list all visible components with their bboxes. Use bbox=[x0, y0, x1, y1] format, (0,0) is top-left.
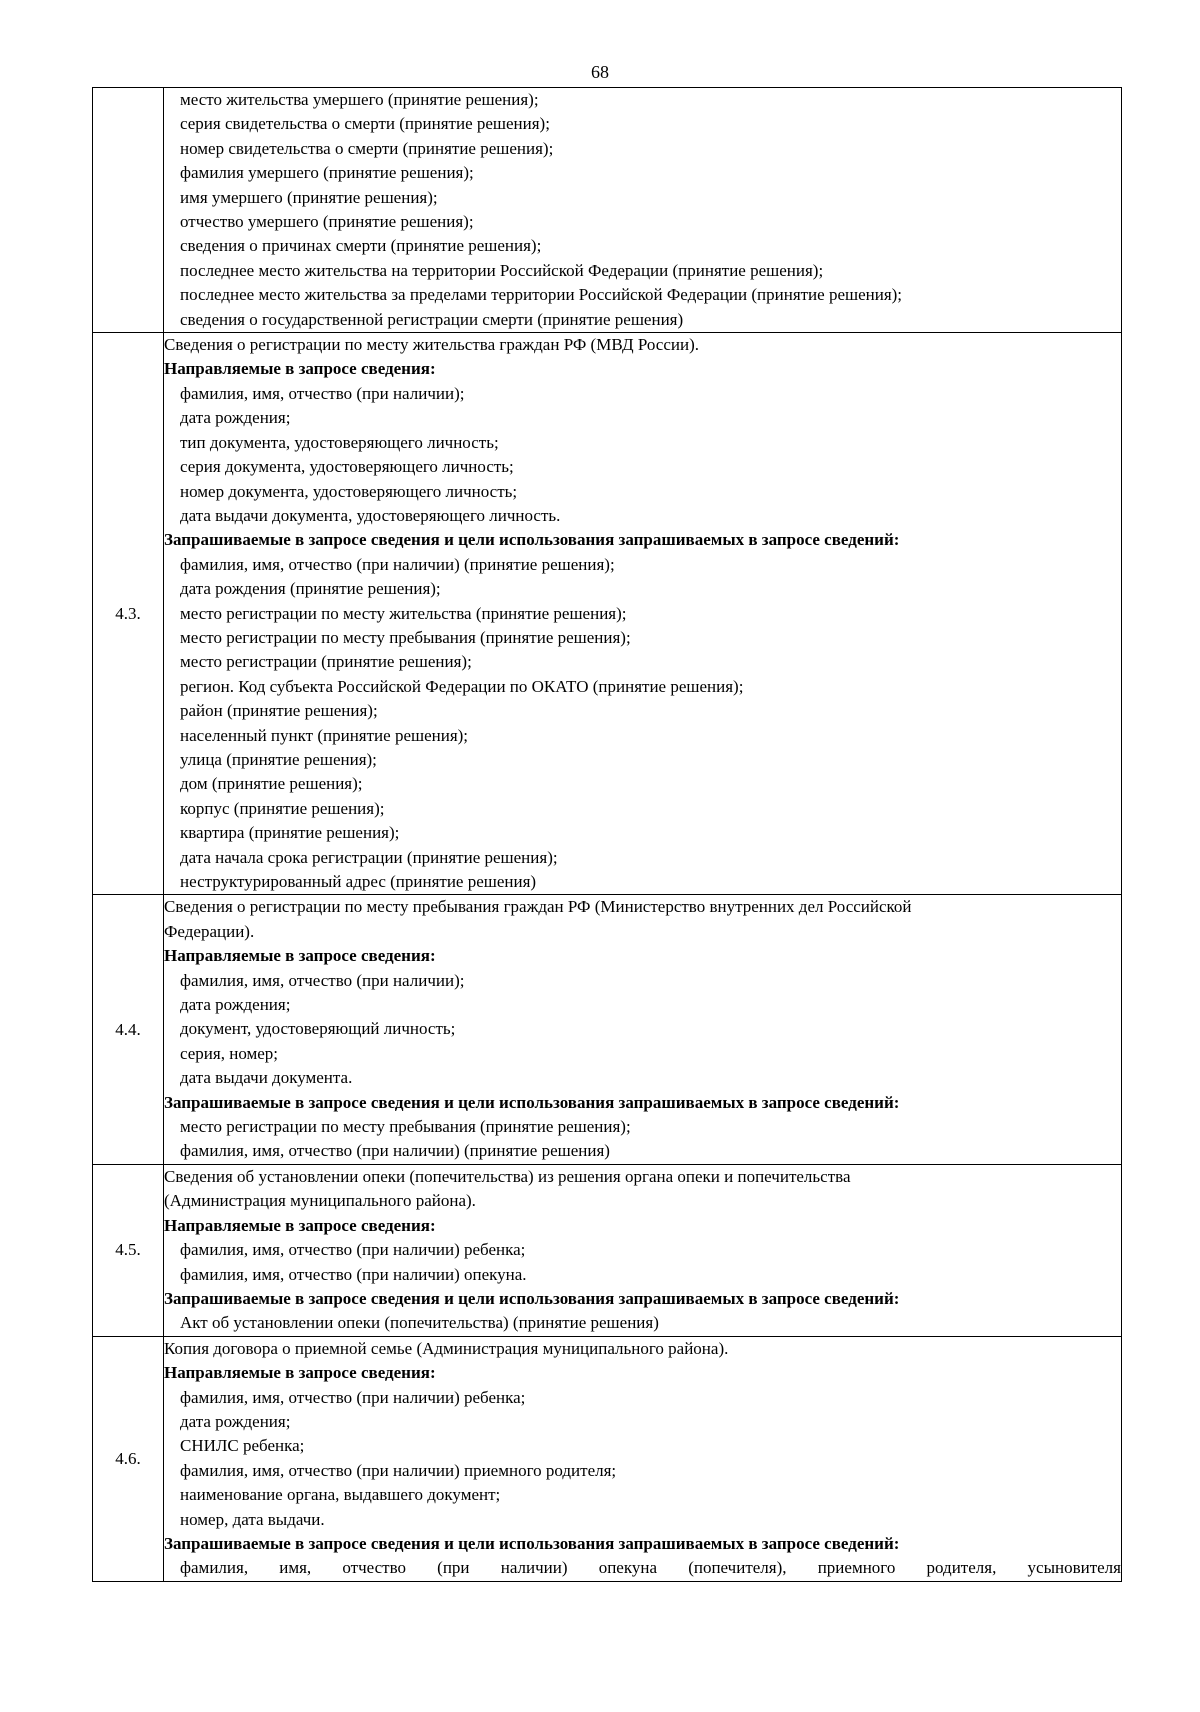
field-line: серия свидетельства о смерти (принятие решения); bbox=[180, 114, 550, 134]
item-content bbox=[164, 333, 1122, 895]
field-line: фамилия, имя, отчество (при наличии) ребенка; bbox=[180, 1387, 526, 1407]
section-heading: Направляемые в запросе сведения: bbox=[164, 1363, 436, 1383]
field-line: дата рождения; bbox=[180, 408, 291, 428]
field-line: населенный пункт (принятие решения); bbox=[180, 725, 469, 745]
field-line: номер свидетельства о смерти (принятие решения); bbox=[180, 138, 554, 158]
field-line: фамилия, имя, отчество (при наличии) приемного родителя; bbox=[180, 1460, 617, 1480]
field-line: место регистрации по месту пребывания (принятие решения); bbox=[180, 627, 631, 647]
field-line: дата начала срока регистрации (принятие решения); bbox=[180, 847, 558, 867]
field-line: дата рождения; bbox=[180, 1411, 291, 1431]
field-line: серия, номер; bbox=[180, 1043, 279, 1063]
table-row bbox=[93, 895, 1122, 1164]
field-line: неструктурированный адрес (принятие решения) bbox=[180, 872, 537, 891]
field-line: фамилия, имя, отчество (при наличии) (принятие решения); bbox=[180, 554, 615, 574]
item-description: (Администрация муниципального района). bbox=[164, 1191, 476, 1211]
field-line: дата выдачи документа, удостоверяющего личность. bbox=[180, 505, 561, 525]
section-heading: Запрашиваемые в запросе сведения и цели использования запрашиваемых в запросе сведений: bbox=[164, 530, 900, 550]
field-line: район (принятие решения); bbox=[180, 701, 378, 721]
field-line: фамилия, имя, отчество (при наличии) опекуна. bbox=[180, 1264, 527, 1284]
field-line: квартира (принятие решения); bbox=[180, 823, 400, 843]
field-line: дом (принятие решения); bbox=[180, 774, 363, 794]
field-line: имя умершего (принятие решения); bbox=[180, 187, 438, 207]
table-row bbox=[93, 1336, 1122, 1581]
field-line: тип документа, удостоверяющего личность; bbox=[180, 432, 499, 452]
section-heading: Запрашиваемые в запросе сведения и цели использования запрашиваемых в запросе сведений: bbox=[164, 1092, 900, 1112]
item-description: Сведения о регистрации по месту жительства граждан РФ (МВД России). bbox=[164, 335, 700, 355]
field-line: место регистрации по месту жительства (принятие решения); bbox=[180, 603, 627, 623]
field-line: сведения о государственной регистрации смерти (принятие решения) bbox=[180, 309, 684, 329]
field-line: фамилия умершего (принятие решения); bbox=[180, 163, 474, 183]
section-heading: Запрашиваемые в запросе сведения и цели использования запрашиваемых в запросе сведений: bbox=[164, 1288, 900, 1308]
section-heading: Направляемые в запросе сведения: bbox=[164, 946, 436, 966]
field-line: серия документа, удостоверяющего личность; bbox=[180, 457, 514, 477]
section-heading: Направляемые в запросе сведения: bbox=[164, 359, 436, 379]
field-line: наименование органа, выдавшего документ; bbox=[180, 1485, 501, 1505]
field-line: корпус (принятие решения); bbox=[180, 798, 385, 818]
table-row bbox=[93, 333, 1122, 895]
field-line: номер документа, удостоверяющего личность; bbox=[180, 481, 518, 501]
item-description: Сведения о регистрации по месту пребывания граждан РФ (Министерство внутренних дел Российской bbox=[164, 897, 912, 917]
field-line: дата выдачи документа. bbox=[180, 1068, 353, 1088]
item-content bbox=[164, 1336, 1122, 1581]
item-number bbox=[93, 88, 164, 333]
item-number: 4.3. bbox=[93, 333, 164, 895]
section-heading: Запрашиваемые в запросе сведения и цели использования запрашиваемых в запросе сведений: bbox=[164, 1533, 900, 1553]
item-description: Сведения об установлении опеки (попечительства) из решения органа опеки и попечительства bbox=[164, 1166, 851, 1186]
field-line: фамилия, имя, отчество (при наличии) (принятие решения) bbox=[180, 1141, 610, 1161]
item-description: Федерации). bbox=[164, 921, 255, 941]
item-number: 4.4. bbox=[93, 895, 164, 1164]
field-line: фамилия, имя, отчество (при наличии); bbox=[180, 970, 465, 990]
item-content bbox=[164, 895, 1122, 1164]
field-line: Акт об установлении опеки (попечительства) (принятие решения) bbox=[180, 1313, 659, 1333]
field-line: дата рождения (принятие решения); bbox=[180, 579, 441, 599]
document-table-body bbox=[93, 88, 1122, 1582]
field-line: место регистрации по месту пребывания (принятие решения); bbox=[180, 1117, 631, 1137]
field-line: номер, дата выдачи. bbox=[180, 1509, 325, 1529]
field-line: последнее место жительства на территории Российской Федерации (принятие решения); bbox=[180, 260, 824, 280]
table-row bbox=[93, 88, 1122, 333]
item-content bbox=[164, 88, 1122, 333]
field-line: фамилия, имя, отчество (при наличии); bbox=[180, 383, 465, 403]
field-line: документ, удостоверяющий личность; bbox=[180, 1019, 456, 1039]
field-line: регион. Код субъекта Российской Федерации по ОКАТО (принятие решения); bbox=[180, 676, 744, 696]
field-line: фамилия, имя, отчество (при наличии) опекуна (попечителя), приемного родителя, усыновителя bbox=[180, 1558, 1121, 1578]
field-line: сведения о причинах смерти (принятие решения); bbox=[180, 236, 542, 256]
item-number: 4.6. bbox=[93, 1336, 164, 1581]
document-table bbox=[92, 87, 1122, 1582]
item-content bbox=[164, 1164, 1122, 1336]
page-number: 68 bbox=[591, 62, 609, 82]
field-line: отчество умершего (принятие решения); bbox=[180, 212, 474, 232]
field-line: место регистрации (принятие решения); bbox=[180, 652, 472, 672]
field-line: СНИЛС ребенка; bbox=[180, 1436, 305, 1456]
field-line: последнее место жительства за пределами территории Российской Федерации (принятие решения); bbox=[180, 285, 903, 305]
field-line: дата рождения; bbox=[180, 995, 291, 1015]
item-number: 4.5. bbox=[93, 1164, 164, 1336]
field-line: фамилия, имя, отчество (при наличии) ребенка; bbox=[180, 1240, 526, 1260]
item-description: Копия договора о приемной семье (Администрация муниципального района). bbox=[164, 1338, 729, 1358]
section-heading: Направляемые в запросе сведения: bbox=[164, 1215, 436, 1235]
table-row bbox=[93, 1164, 1122, 1336]
field-line: улица (принятие решения); bbox=[180, 749, 377, 769]
field-line: место жительства умершего (принятие решения); bbox=[180, 90, 539, 109]
